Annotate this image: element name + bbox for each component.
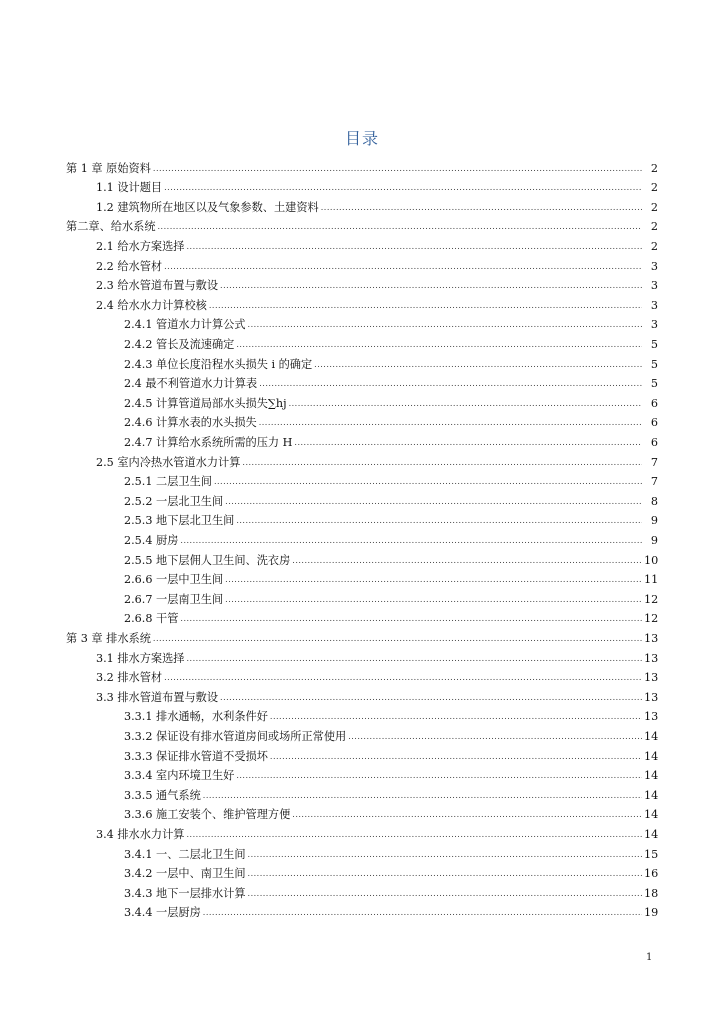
toc-leader-dots [220, 280, 642, 292]
toc-entry[interactable] [124, 724, 658, 744]
toc-entry[interactable] [124, 489, 658, 509]
toc-entry-title: 3.3.3 保证排水管道不受损坏 [124, 749, 268, 763]
toc-entry-page: 14 [644, 827, 659, 841]
toc-entry-title: 3.2 排水管材 [96, 671, 163, 685]
toc-entry[interactable] [96, 293, 658, 313]
toc-entry[interactable] [66, 215, 658, 235]
toc-leader-dots [270, 711, 642, 723]
toc-leader-dots [236, 339, 642, 351]
toc-entry-page: 15 [644, 847, 659, 861]
toc-entry[interactable] [124, 783, 658, 803]
toc-entry[interactable] [96, 450, 658, 470]
toc-entry-title: 2.5.4 厨房 [124, 533, 179, 547]
toc-entry[interactable] [124, 411, 658, 431]
toc-entry-page: 14 [644, 749, 659, 763]
toc-leader-dots [270, 751, 642, 763]
toc-entry-title: 1.2 建筑物所在地区以及气象参数、土建资料 [96, 200, 319, 214]
toc-entry-title: 2.6.7 一层南卫生间 [124, 592, 224, 606]
toc-entry-page: 12 [644, 612, 659, 626]
toc-entry-title: 2.5.2 一层北卫生间 [124, 494, 224, 508]
toc-entry-page: 14 [644, 808, 659, 822]
toc-entry[interactable] [96, 274, 658, 294]
toc-entry-title: 3.4.1 一、二层北卫生间 [124, 847, 246, 861]
toc-title: 目录 [344, 129, 379, 148]
toc-leader-dots [164, 672, 642, 684]
toc-leader-dots [153, 633, 642, 645]
toc-entry-title: 第 1 章 原始资料 [66, 161, 151, 175]
toc-entry-page: 13 [644, 690, 659, 704]
toc-entry-title: 2.4.7 计算给水系统所需的压力 H [124, 435, 293, 449]
toc-entry-page: 8 [650, 494, 658, 508]
toc-entry-title: 第二章、给水系统 [66, 220, 156, 234]
toc-entry-title: 2.4 最不利管道水力计算表 [124, 377, 258, 391]
toc-entry-title: 2.4.5 计算管道局部水头损失∑hj [124, 396, 287, 410]
toc-leader-dots [186, 653, 642, 665]
toc-entry-title: 3.4.2 一层中、南卫生间 [124, 867, 246, 881]
toc-entry-page: 10 [644, 553, 659, 567]
toc-leader-dots [294, 437, 642, 449]
toc-leader-dots [225, 496, 642, 508]
toc-leader-dots [158, 221, 642, 233]
toc-entry-title: 2.5.1 二层卫生间 [124, 475, 212, 489]
toc-entry-title: 2.5.3 地下层北卫生间 [124, 514, 235, 528]
toc-leader-dots [209, 300, 642, 312]
toc-leader-dots [164, 261, 642, 273]
toc-entry[interactable] [124, 430, 658, 450]
toc-entry[interactable] [124, 568, 658, 588]
toc-entry-page: 2 [650, 181, 658, 195]
toc-entry[interactable] [66, 156, 658, 176]
toc-entry-page: 13 [644, 631, 659, 645]
toc-entry[interactable] [124, 744, 658, 764]
toc-entry[interactable] [124, 881, 658, 901]
toc-entry-title: 3.4 排水水力计算 [96, 827, 185, 841]
toc-leader-dots [225, 574, 642, 586]
toc-entry-title: 2.5 室内冷热水管道水力计算 [96, 455, 241, 469]
toc-entry-title: 3.3.6 施工安装个、维护管理方便 [124, 808, 291, 822]
toc-leader-dots [314, 359, 642, 371]
toc-entry-page: 5 [650, 377, 658, 391]
toc-leader-dots [248, 319, 642, 331]
toc-entry-title: 2.4.1 管道水力计算公式 [124, 318, 246, 332]
toc-entry-page: 5 [650, 357, 658, 371]
toc-entry-page: 5 [650, 337, 658, 351]
toc-leader-dots [289, 398, 642, 410]
toc-entry-page: 2 [650, 161, 658, 175]
toc-entry-page: 3 [650, 259, 658, 273]
toc-entry[interactable] [96, 666, 658, 686]
toc-entry[interactable] [124, 764, 658, 784]
toc-entry-page: 9 [650, 533, 658, 547]
toc-entry-title: 3.4.4 一层厨房 [124, 906, 201, 920]
toc-leader-dots [180, 535, 642, 547]
toc-entry-page: 13 [644, 671, 659, 685]
toc-entry-page: 13 [644, 651, 659, 665]
toc-entry-page: 11 [644, 573, 659, 587]
toc-entry[interactable] [96, 822, 658, 842]
toc-entry-page: 14 [644, 729, 659, 743]
toc-entry-page: 3 [650, 279, 658, 293]
toc-entry[interactable] [124, 470, 658, 490]
toc-entry-title: 2.6.6 一层中卫生间 [124, 573, 224, 587]
toc-entry-title: 3.3.2 保证设有排水管道房间或场所正常使用 [124, 729, 347, 743]
toc-entry-page: 3 [650, 298, 658, 312]
toc-leader-dots [259, 417, 642, 429]
toc-leader-dots [220, 692, 642, 704]
toc-entry[interactable] [124, 548, 658, 568]
toc-entry-title: 3.1 排水方案选择 [96, 651, 185, 665]
toc-entry-title: 2.6.8 干管 [124, 612, 179, 626]
toc-entry-page: 3 [650, 318, 658, 332]
toc-entry[interactable] [124, 842, 658, 862]
toc-leader-dots [236, 770, 642, 782]
toc-leader-dots [292, 555, 642, 567]
toc-entry-page: 13 [644, 710, 659, 724]
toc-leader-dots [186, 829, 642, 841]
toc-leader-dots [248, 868, 642, 880]
toc-entry[interactable] [124, 901, 658, 921]
toc-entry[interactable] [124, 587, 658, 607]
toc-entry-title: 2.4 给水水力计算校核 [96, 298, 207, 312]
toc-entry[interactable] [124, 332, 658, 352]
toc-entry-title: 3.3.5 通气系统 [124, 788, 201, 802]
toc-leader-dots [259, 378, 642, 390]
toc-entry-title: 2.5.5 地下层佣人卫生间、洗衣房 [124, 553, 291, 567]
toc-entry[interactable] [124, 352, 658, 372]
toc-entry-page: 16 [644, 867, 659, 881]
toc-entry-page: 6 [650, 396, 658, 410]
toc-leader-dots [321, 202, 642, 214]
toc-entry-title: 2.3 给水管道布置与敷设 [96, 279, 219, 293]
toc-leader-dots [180, 613, 642, 625]
toc-entry[interactable] [96, 254, 658, 274]
toc-entry-page: 9 [650, 514, 658, 528]
toc-entry[interactable] [124, 313, 658, 333]
toc-leader-dots [248, 849, 642, 861]
toc-entry[interactable] [96, 234, 658, 254]
toc-entry-title: 3.4.3 地下一层排水计算 [124, 886, 246, 900]
toc-leader-dots [225, 594, 642, 606]
toc-entry-title: 3.3 排水管道布置与敷设 [96, 690, 219, 704]
toc-entry-page: 18 [644, 886, 659, 900]
toc-entry[interactable] [124, 803, 658, 823]
toc-entry-page: 6 [650, 416, 658, 430]
toc-entry-page: 6 [650, 435, 658, 449]
toc-leader-dots [203, 790, 642, 802]
toc-entry-title: 第 3 章 排水系统 [66, 631, 151, 645]
toc-entry[interactable] [124, 528, 658, 548]
page-number: 1 [646, 952, 653, 963]
toc-entry-page: 7 [650, 475, 658, 489]
toc-entry[interactable] [124, 372, 658, 392]
toc-leader-dots [203, 907, 642, 919]
toc-entry[interactable] [96, 195, 658, 215]
toc-entry-page: 2 [650, 200, 658, 214]
toc-leader-dots [236, 515, 642, 527]
toc-entry-title: 2.4.6 计算水表的水头损失 [124, 416, 257, 430]
toc-entry-page: 14 [644, 769, 659, 783]
toc-entry-page: 14 [644, 788, 659, 802]
toc-entry[interactable] [124, 705, 658, 725]
toc-leader-dots [248, 888, 642, 900]
toc-entry-page: 19 [644, 906, 659, 920]
toc-entry-title: 3.3.1 排水通畅，水利条件好 [124, 710, 268, 724]
toc-leader-dots [214, 476, 642, 488]
toc-entry[interactable] [96, 176, 658, 196]
toc-entry-page: 2 [650, 220, 658, 234]
toc-entry-page: 7 [650, 455, 658, 469]
toc-entry-title: 2.2 给水管材 [96, 259, 163, 273]
toc-leader-dots [186, 241, 642, 253]
toc-entry[interactable] [96, 685, 658, 705]
toc-entry[interactable] [66, 626, 658, 646]
toc-entry-title: 3.3.4 室内环境卫生好 [124, 769, 235, 783]
toc-entry-title: 2.1 给水方案选择 [96, 239, 185, 253]
toc-entry-page: 2 [650, 239, 658, 253]
toc-entry[interactable] [124, 862, 658, 882]
toc-leader-dots [164, 182, 642, 194]
toc-entry[interactable] [124, 391, 658, 411]
toc-entry[interactable] [124, 607, 658, 627]
toc-leader-dots [348, 731, 642, 743]
toc-entry[interactable] [124, 509, 658, 529]
toc-entry-page: 12 [644, 592, 659, 606]
toc-leader-dots [153, 163, 642, 175]
toc-entry[interactable] [96, 646, 658, 666]
toc-leader-dots [242, 457, 642, 469]
toc-entry-title: 2.4.3 单位长度沿程水头损失 i 的确定 [124, 357, 313, 371]
toc-leader-dots [292, 809, 642, 821]
toc-entry-title: 1.1 设计题目 [96, 181, 163, 195]
toc-entry-title: 2.4.2 管长及流速确定 [124, 337, 235, 351]
